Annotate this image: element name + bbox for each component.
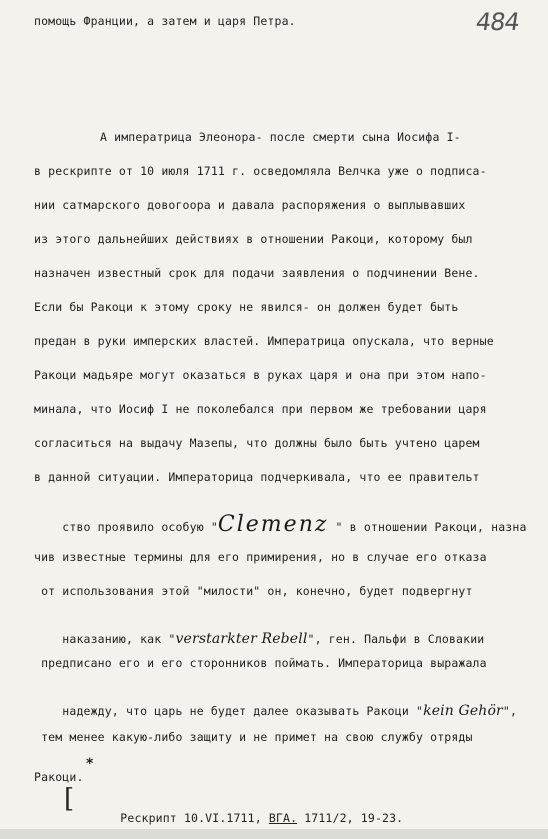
text-line: согласиться на выдачу Мазепы, что должны было быть учтено царем [34,436,480,450]
text-line: Ракоци мадьяре могут оказаться в руках царя и она при этом напо- [34,368,487,382]
text-line: Если бы Ракоци к этому сроку не явился- он должен будет быть [34,300,459,314]
text-line: чив известные термины для его примирения, но в случае его отказа [34,550,487,564]
footnote-text: Рескрипт 10.VI.1711, [120,811,269,825]
footnote [92,797,403,839]
typed-text: ", ген. Пальфи в Словакии [307,632,485,646]
page-number: 484 [474,8,521,36]
text-line: тем менее какую-либо защиту и не примет на свою службу отряды [34,730,473,744]
text-line: назначен известный срок для подачи заявления о подчинении Вене. [34,266,480,280]
text-line: нии сатмарского довогоора и давала распоряжения о выплывавших [34,198,466,212]
typed-text: наказанию, как " [62,632,176,646]
typed-text: " в отношении Ракоци, назна [328,520,527,534]
handwritten-word: kein Gehör [423,703,503,719]
text-line: из этого дальнейших действиях в отношении Ракоци, которому был [34,232,473,246]
typed-text: ство проявило особую " [62,520,218,534]
text-line: Ракоци. [34,770,84,784]
typed-text: надежду, что царь не будет далее оказывать Ракоци " [62,704,424,718]
text-line: предписано его и его сторонников поймать. Императорица выражала [34,656,487,670]
text-line-with-handwriting [34,618,484,660]
footnote-bracket: [ [64,784,75,814]
text-line: предан в руки имперских властей. Императрица опускала, что верные [34,334,494,348]
text-line-with-handwriting [34,690,517,732]
footnote-archive: ВГА. [268,811,298,825]
handwritten-word: verstarkter Rebell [175,631,308,647]
text-line: в данной ситуации. Императорица подчеркивала, что ее правительт [34,470,480,484]
text-line: минала, что Иосиф I не поколебался при первом же требовании царя [34,402,487,416]
typed-text: ", [502,704,518,718]
footnote-star: * [86,756,94,772]
footnote-text: 1711/2, 19-23. [297,811,404,825]
handwritten-word: Clemenz [217,512,329,537]
text-line: в рескрипте от 10 июля 1711 г. осведомляла Велчка уже о подписа- [34,164,487,178]
text-line: помощь Франции, а затем и царя Петра. [34,14,296,28]
text-line: от использования этой "милости" он, конечно, будет подвергнут [34,584,473,598]
text-line-with-handwriting [34,504,527,548]
text-line: А императрица Элеонора- после смерти сына Иосифа I- [100,130,461,144]
